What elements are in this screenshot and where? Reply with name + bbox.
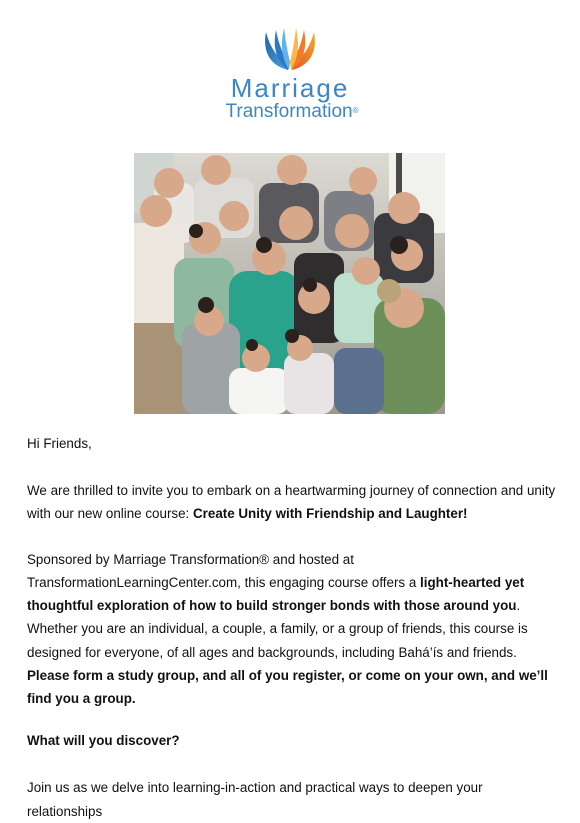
section-heading: What will you discover? — [27, 732, 180, 748]
brand-name-line1: Marriage — [230, 73, 350, 103]
body-highlight-1: light-hearted yet thoughtful exploration of how to build stronger bonds with those around you — [27, 574, 525, 614]
body-text-2: . Whether you are an individual, a couple, a family, or a group of friends, this course is designed for everyone, of all ages and backgrounds, including Bahá’ís and friends. — [27, 598, 528, 660]
body-highlight-2: Please form a study group, and all of you register, or come on your own, and we’ll find you a group. — [27, 667, 548, 707]
group-photo-image — [134, 153, 445, 414]
hero-group-photo[interactable] — [134, 153, 445, 414]
flame-logo-icon — [258, 26, 322, 72]
intro-text: We are thrilled to invite you to embark on a heartwarming journey of connection and unity with our new online course: — [27, 482, 556, 521]
email-body — [27, 432, 557, 823]
join-paragraph: Join us as we delve into learning-in-action and practical ways to deepen your relationships — [27, 780, 483, 819]
registered-mark: ® — [352, 106, 359, 115]
body-paragraph — [27, 548, 557, 711]
greeting-text: Hi Friends, — [27, 436, 92, 451]
brand-name-line2 — [2, 102, 580, 122]
brand-name-text: Transformation — [225, 101, 353, 122]
intro-paragraph — [27, 479, 557, 526]
brand-logo[interactable] — [0, 26, 580, 122]
course-title: Create Unity with Friendship and Laughter! — [192, 506, 468, 521]
body-text-1: Sponsored by Marriage Transformation® and hosted at TransformationLearningCenter.com, this engaging course offers a — [27, 551, 421, 590]
